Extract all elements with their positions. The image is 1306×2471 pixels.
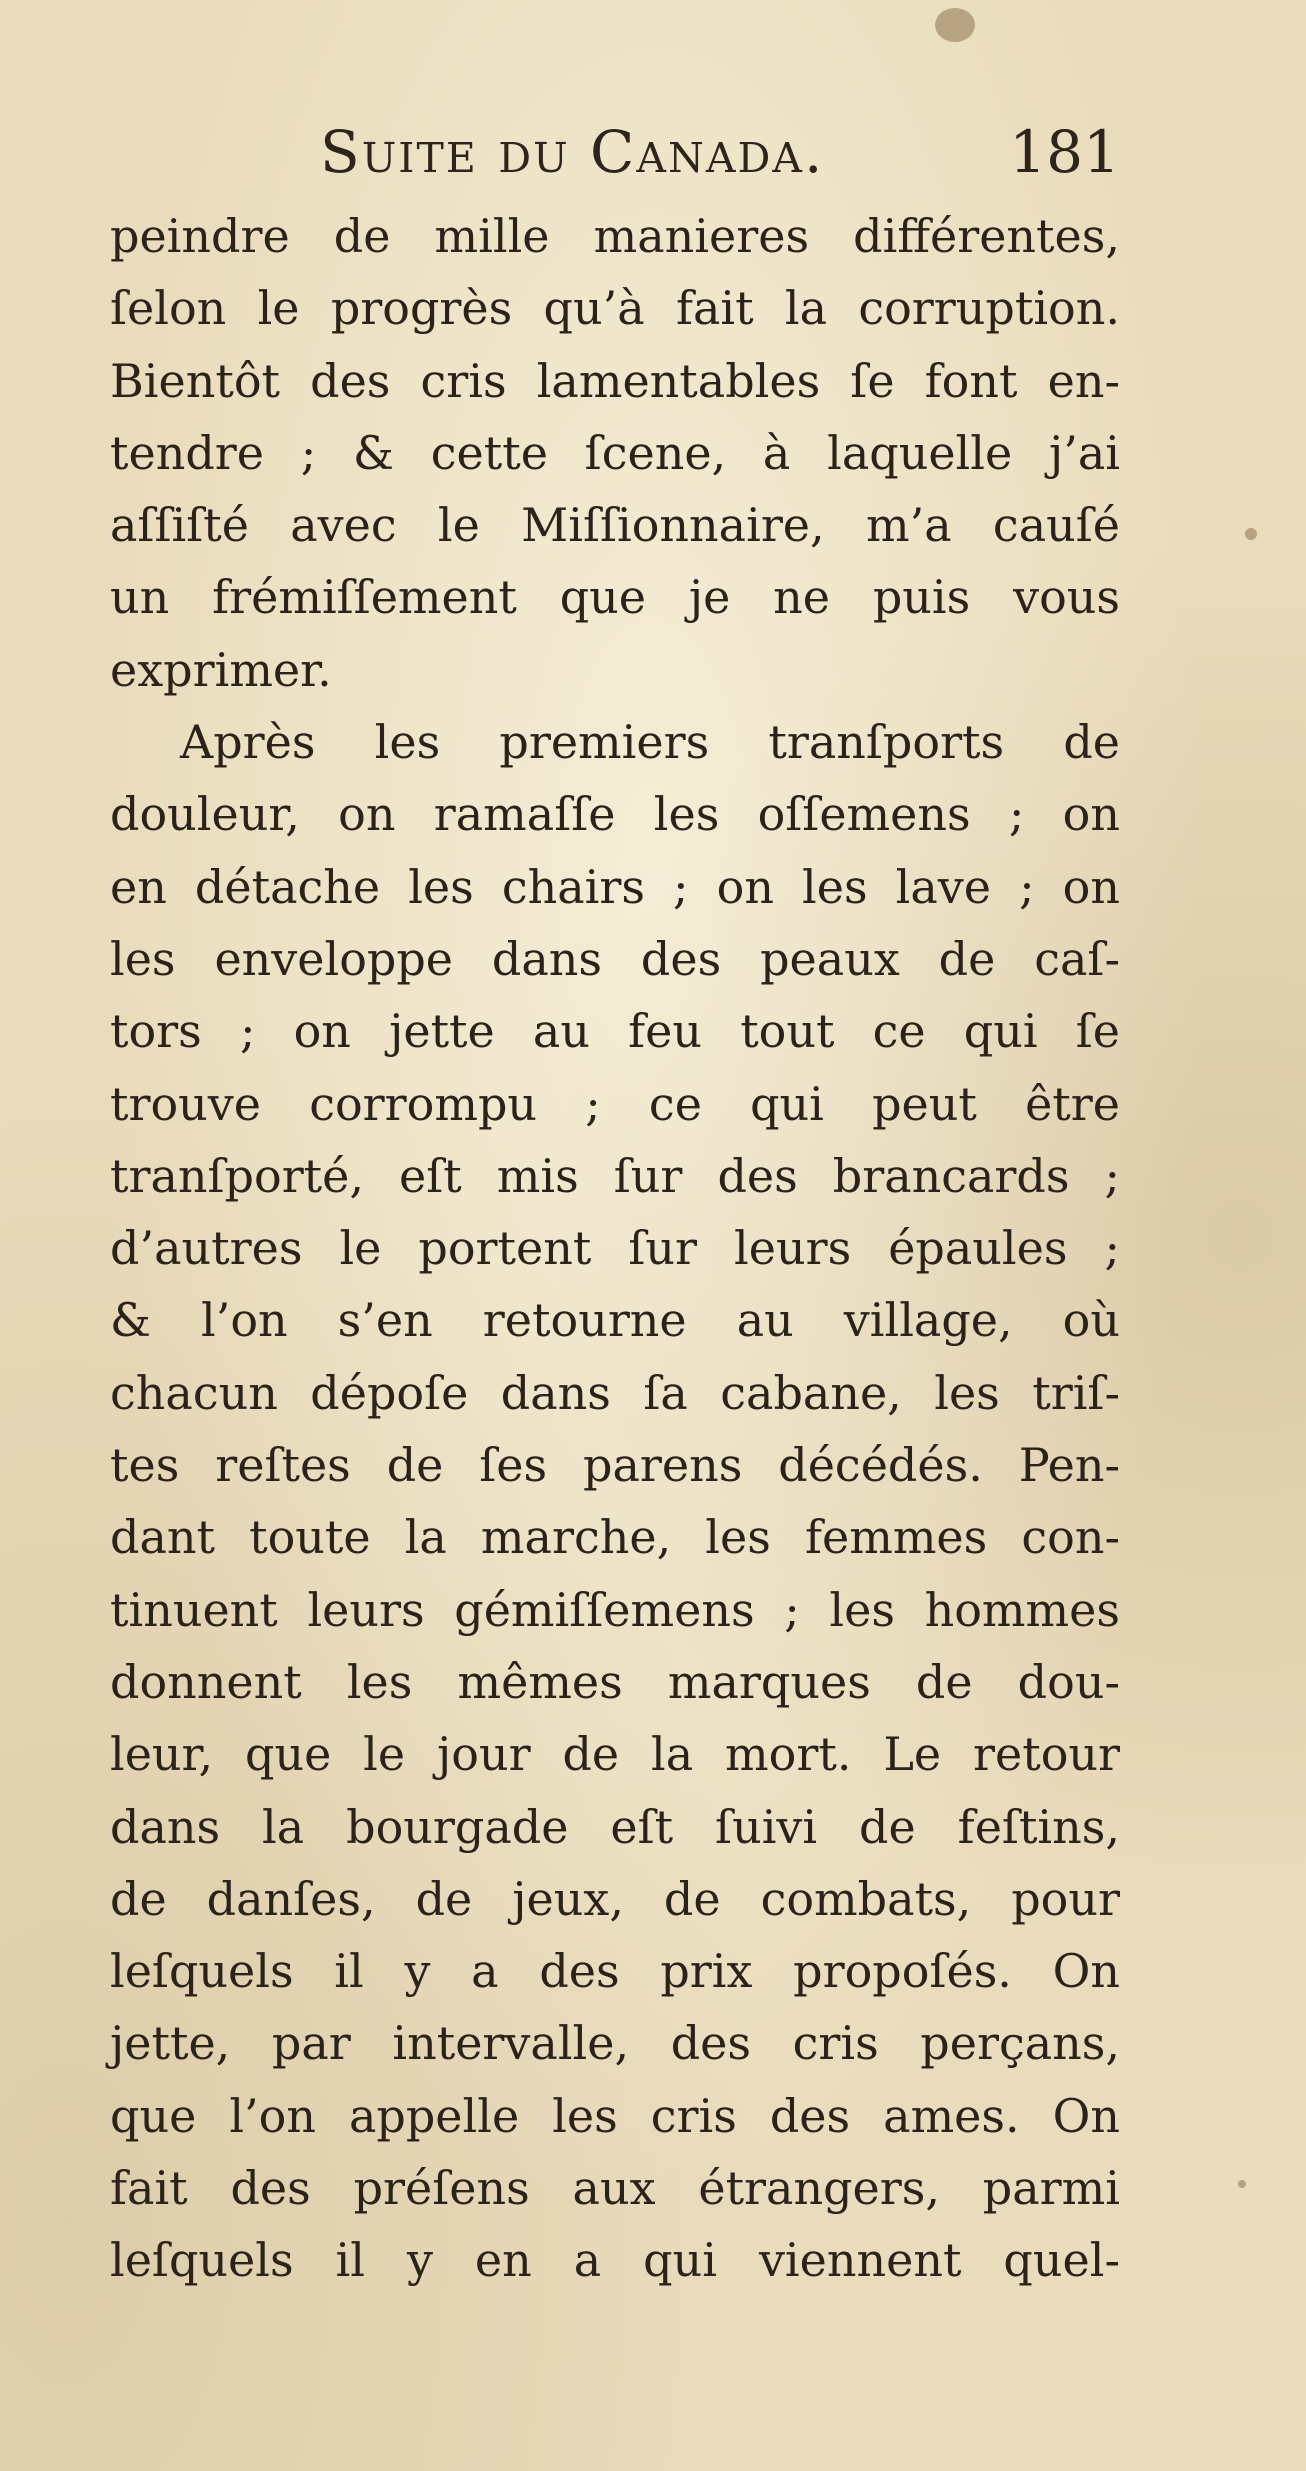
text-line: leſquels il y a des prix propoſés. On (110, 1944, 1120, 1999)
text-line: aſſiſté avec le Miſſionnaire, m’a cauſé (110, 498, 1120, 553)
text-line: les enveloppe dans des peaux de caſ- (110, 931, 1120, 986)
text-line: tendre ; & cette ſcene, à laquelle j’ai (110, 425, 1120, 480)
text-line: jette, par intervalle, des cris perçans, (110, 2016, 1120, 2071)
text-line: tranſporté, eſt mis ſur des brancards ; (110, 1148, 1120, 1203)
text-line: dans la bourgade eſt ſuivi de feſtins, (110, 1799, 1120, 1854)
body-text (110, 200, 1120, 2297)
text-line: que l’on appelle les cris des ames. On (110, 2088, 1120, 2143)
running-title: Suite du Canada. (320, 118, 825, 186)
text-line: chacun dépoſe dans ſa cabane, les triſ- (110, 1365, 1120, 1420)
text-line: douleur, on ramaſſe les oſſemens ; on (110, 787, 1120, 842)
text-line: exprimer. (110, 642, 332, 697)
text-line: fait des préſens aux étrangers, parmi (110, 2161, 1120, 2216)
page-number: 181 (1009, 118, 1120, 186)
text-line: peindre de mille manieres différentes, (110, 209, 1120, 263)
text-line: de danſes, de jeux, de combats, pour (110, 1871, 1120, 1926)
text-line: tors ; on jette au feu tout ce qui ſe (110, 1004, 1120, 1059)
text-line: leſquels il y en a qui viennent quel- (110, 2233, 1120, 2288)
ink-stain (935, 8, 975, 42)
text-line: Bientôt des cris lamentables ſe font en- (110, 353, 1120, 408)
text-line: un frémiſſement que je ne puis vous (110, 570, 1120, 625)
text-line: ſelon le progrès qu’à fait la corruption. (110, 281, 1120, 336)
text-line: & l’on s’en retourne au village, où (110, 1293, 1120, 1348)
paragraph-start-line: Après les premiers tranſports de (180, 715, 1120, 770)
text-line: leur, que le jour de la mort. Le retour (110, 1727, 1120, 1782)
text-line: trouve corrompu ; ce qui peut être (110, 1076, 1120, 1131)
text-line: d’autres le portent ſur leurs épaules ; (110, 1221, 1120, 1276)
ink-stain (1238, 2180, 1246, 2188)
text-line: tinuent leurs gémiſſemens ; les hommes (110, 1582, 1120, 1637)
text-line: en détache les chairs ; on les lave ; on (110, 859, 1120, 914)
text-line: dant toute la marche, les femmes con- (110, 1510, 1120, 1565)
page-header (110, 118, 1120, 198)
ink-stain (1245, 528, 1257, 540)
text-line: donnent les mêmes marques de dou- (110, 1654, 1120, 1709)
text-line: tes reſtes de ſes parens décédés. Pen- (110, 1438, 1120, 1493)
